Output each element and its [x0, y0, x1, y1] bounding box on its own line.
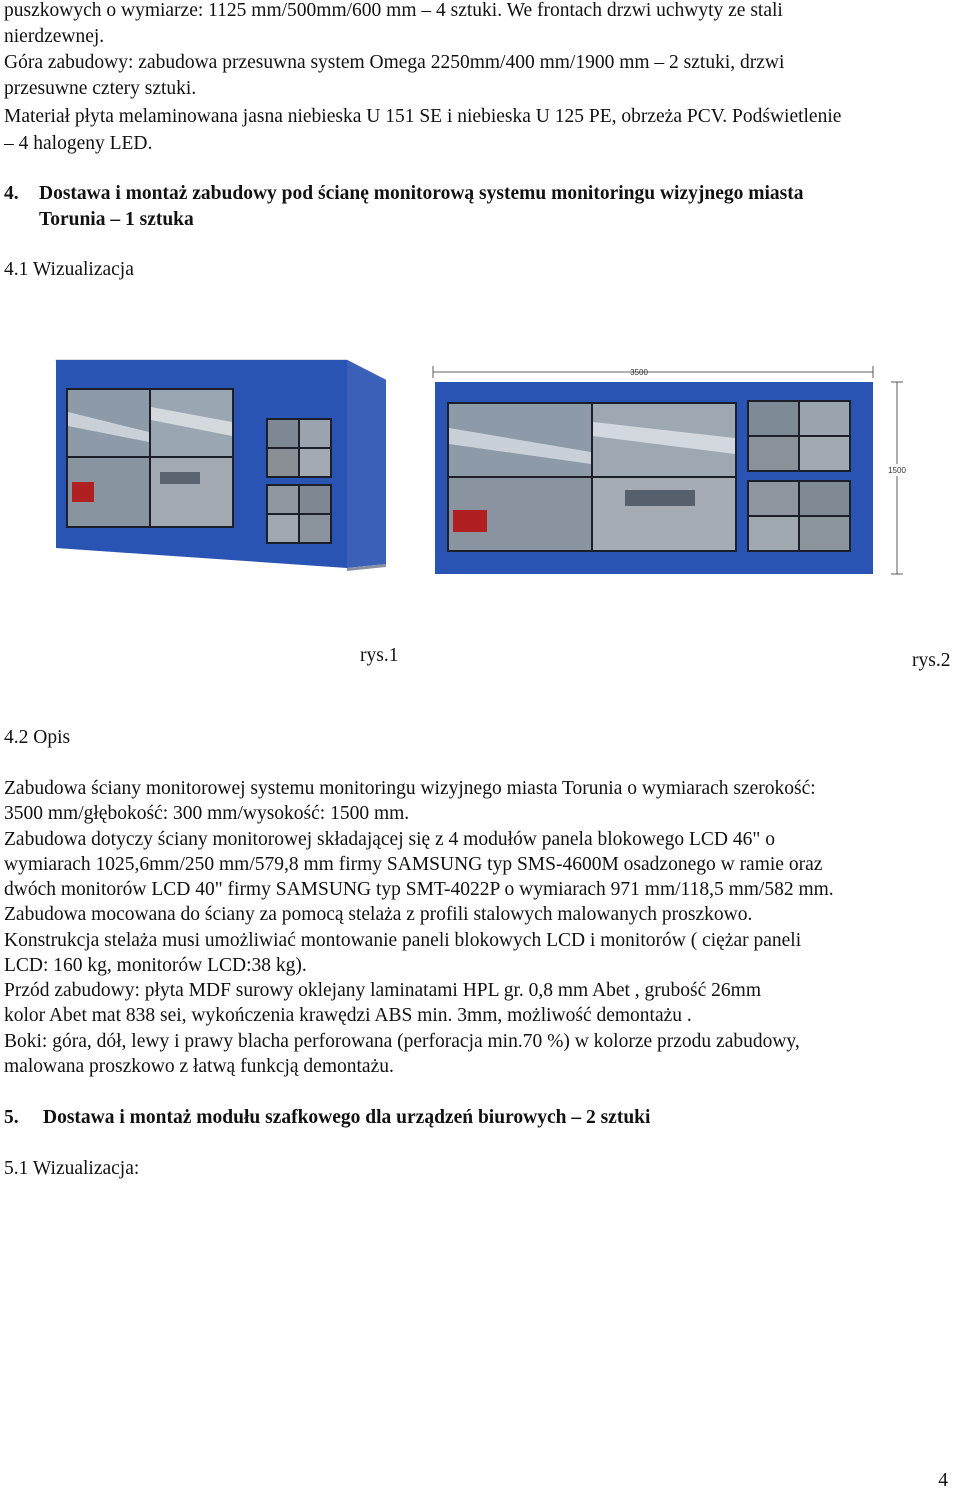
body-line-6: Zabudowa mocowana do ściany za pomocą stelaża z profili stalowych malowanych proszkowo.: [4, 904, 753, 925]
page-number: 4: [938, 1470, 948, 1491]
subsection-5-1: 5.1 Wizualizacja:: [4, 1158, 140, 1179]
figure-rys2: [425, 360, 915, 580]
subsection-4-2: 4.2 Opis: [4, 727, 71, 748]
section5-number: 5.: [4, 1107, 19, 1128]
intro-line-6: – 4 halogeny LED.: [4, 133, 153, 154]
body-line-5: dwóch monitorów LCD 40" firmy SAMSUNG typ SMT-4022P o wymiarach 971 mm/118,5 mm/582 mm.: [4, 879, 834, 900]
body-line-10: kolor Abet mat 838 sei, wykończenia krawędzi ABS min. 3mm, możliwość demontażu .: [4, 1005, 692, 1026]
body-line-8: LCD: 160 kg, monitorów LCD:38 kg).: [4, 955, 307, 976]
intro-line-3: Góra zabudowy: zabudowa przesuwna system Omega 2250mm/400 mm/1900 mm – 2 sztuki, drzwi: [4, 52, 785, 73]
body-line-3: Zabudowa dotyczy ściany monitorowej składającej się z 4 modułów panela blokowego LCD 46" o: [4, 829, 775, 850]
caption-rys2: rys.2: [912, 650, 951, 671]
section5-title: Dostawa i montaż modułu szafkowego dla urządzeń biurowych – 2 sztuki: [43, 1107, 651, 1128]
intro-line-2: nierdzewnej.: [4, 26, 105, 47]
section4-title-line2: Torunia – 1 sztuka: [39, 209, 194, 230]
dim-width-label: 3500: [630, 368, 648, 377]
body-line-7: Konstrukcja stelaża musi umożliwiać montowanie paneli blokowych LCD i monitorów ( ciężar paneli: [4, 930, 802, 951]
intro-line-5: Materiał płyta melaminowana jasna niebieska U 151 SE i niebieska U 125 PE, obrzeża PCV. Podświetlenie: [4, 106, 842, 127]
body-line-2: 3500 mm/głębokość: 300 mm/wysokość: 1500 mm.: [4, 803, 410, 824]
body-line-4: wymiarach 1025,6mm/250 mm/579,8 mm firmy SAMSUNG typ SMS-4600M osadzonego w ramie oraz: [4, 854, 823, 875]
dim-height-label: 1500: [888, 466, 906, 475]
body-line-1: Zabudowa ściany monitorowej systemu monitoringu wizyjnego miasta Torunia o wymiarach szerokość:: [4, 778, 816, 799]
body-line-11: Boki: góra, dół, lewy i prawy blacha perforowana (perforacja min.70 %) w kolorze przodu zabudowy,: [4, 1031, 800, 1052]
subsection-4-1: 4.1 Wizualizacja: [4, 259, 134, 280]
section4-title-line1: Dostawa i montaż zabudowy pod ścianę monitorową systemu monitoringu wizyjnego miasta: [39, 183, 804, 204]
caption-rys1: rys.1: [360, 645, 399, 666]
intro-line-1: puszkowych o wymiarze: 1125 mm/500mm/600 mm – 4 sztuki. We frontach drzwi uchwyty ze stali: [4, 0, 783, 21]
section4-number: 4.: [4, 183, 19, 204]
figure-rys1: [50, 352, 395, 582]
body-line-12: malowana proszkowo z łatwą funkcją demontażu.: [4, 1056, 394, 1077]
body-line-9: Przód zabudowy: płyta MDF surowy oklejany laminatami HPL gr. 0,8 mm Abet , grubość 26mm: [4, 980, 761, 1001]
intro-line-4: przesuwne cztery sztuki.: [4, 78, 197, 99]
